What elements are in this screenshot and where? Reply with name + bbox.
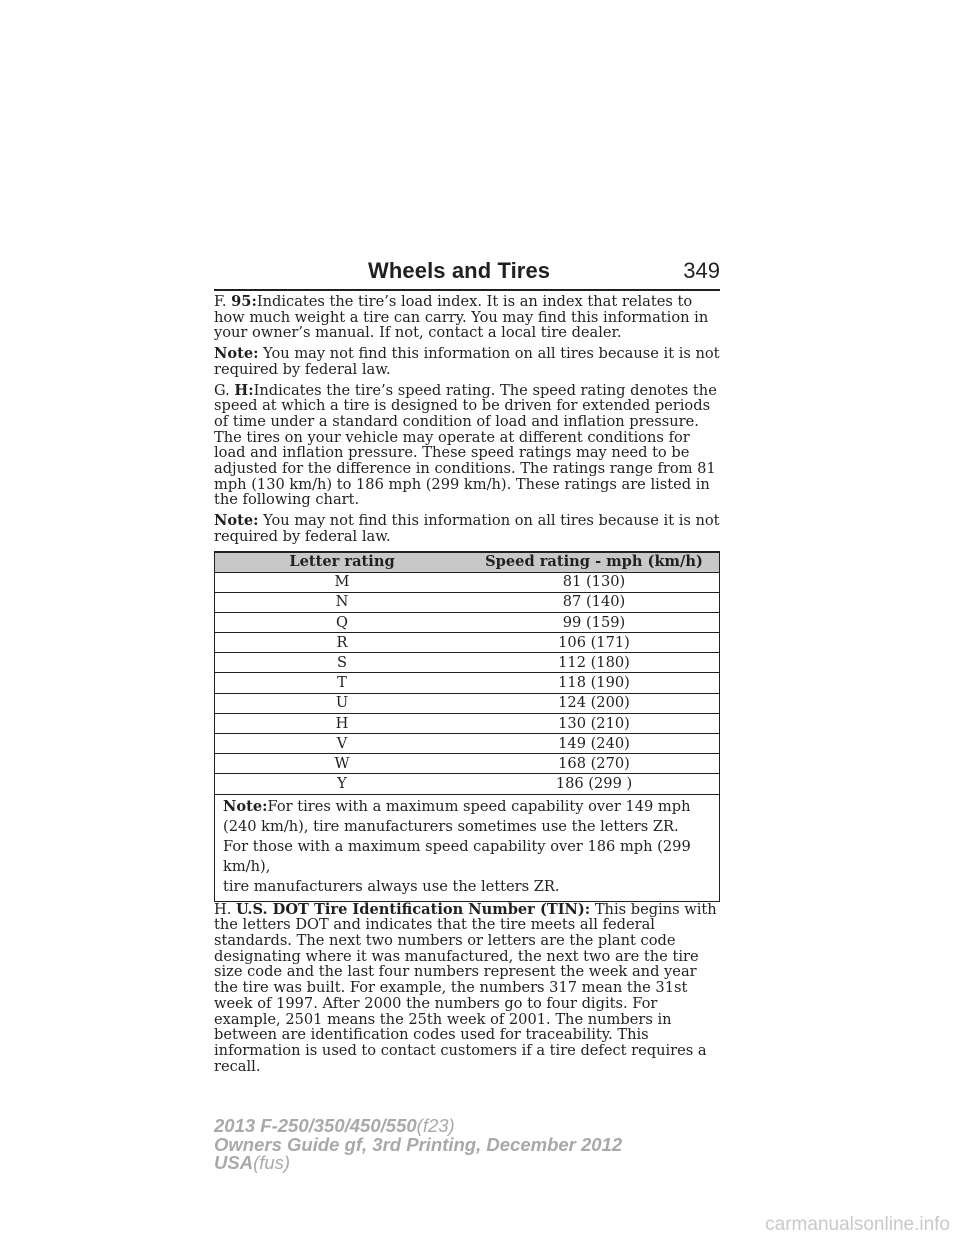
page-footer (214, 1117, 714, 1173)
page-content (214, 294, 720, 1079)
header-rule (214, 289, 720, 291)
item-text: Indicates the tire’s speed rating. The speed rating denotes the speed at which a tire is designed to be driven for extended periods of time under a standard condition of load and inflation pressure. The tires on your vehicle may operate at different conditions for load and inflation pressure. These speed ratings may need to be adjusted for the difference in conditions. The ratings range from 81 mph (130 km/h) to 186 mph (299 km/h). These ratings are listed in the following chart. (214, 381, 717, 509)
speed-cell: 81 (130) (469, 572, 720, 592)
letter-cell: S (215, 653, 470, 673)
item-term: U.S. DOT Tire Identification Number (TIN): (236, 900, 591, 918)
note-text: You may not find this information on all tires because it is not required by federal law. (214, 512, 720, 545)
table-row (215, 612, 720, 632)
speed-cell: 186 (299 ) (469, 774, 720, 794)
footer-region-code: (fus) (253, 1152, 291, 1173)
footer-region: USA (214, 1152, 254, 1173)
item-prefix: G. (214, 381, 230, 399)
table-row (215, 754, 720, 774)
item-term: 95: (231, 293, 257, 310)
item-prefix: F. (214, 293, 227, 310)
table-row (215, 693, 720, 713)
table-row (215, 633, 720, 653)
table-row (215, 572, 720, 592)
speed-cell: 87 (140) (469, 592, 720, 612)
paragraph-f (214, 294, 720, 341)
paragraph-h (214, 902, 720, 1075)
note-1 (214, 346, 720, 377)
speed-cell: 112 (180) (469, 653, 720, 673)
page-header (214, 256, 720, 290)
speed-cell: 149 (240) (469, 734, 720, 754)
item-prefix: H. (214, 900, 232, 918)
letter-cell: V (215, 734, 470, 754)
letter-cell: U (215, 693, 470, 713)
header-speed-rating: Speed rating - mph (km/h) (469, 552, 720, 573)
table-row (215, 713, 720, 733)
letter-cell: Q (215, 612, 470, 632)
page-number: 349 (683, 258, 720, 283)
note-text: You may not find this information on all tires because it is not required by federal law. (214, 345, 720, 378)
note-line: (240 km/h), tire manufacturers sometimes use the letters ZR. (223, 817, 679, 835)
note-line: tire manufacturers always use the letters ZR. (223, 877, 560, 895)
note-label: Note: (214, 512, 259, 530)
table-row (215, 673, 720, 693)
table-row (215, 774, 720, 794)
letter-cell: T (215, 673, 470, 693)
speed-cell: 124 (200) (469, 693, 720, 713)
speed-rating-table (214, 551, 720, 902)
note-line (223, 797, 711, 817)
footer-line-3 (214, 1154, 714, 1173)
footer-model-code: (f23) (416, 1115, 455, 1136)
note-line: For those with a maximum speed capability over 186 mph (299 km/h), (223, 837, 691, 875)
header-letter-rating: Letter rating (215, 552, 470, 573)
footer-line-1 (214, 1117, 714, 1136)
letter-cell: N (215, 592, 470, 612)
letter-cell: Y (215, 774, 470, 794)
speed-cell: 130 (210) (469, 713, 720, 733)
footer-guide: Owners Guide gf, 3rd Printing, December 2012 (214, 1133, 623, 1155)
note-label: Note: (214, 345, 259, 363)
letter-cell: H (215, 713, 470, 733)
paragraph-g (214, 383, 720, 509)
table-row (215, 592, 720, 612)
table-row (215, 653, 720, 673)
section-title: Wheels and Tires (368, 258, 551, 283)
item-text: Indicates the tire’s load index. It is an index that relates to how much weight a tire can carry. You may find this information in your owner’s manual. If not, contact a local tire dealer. (214, 293, 709, 342)
note-label: Note: (223, 797, 268, 815)
watermark: carmanualsonline.info (765, 1214, 950, 1235)
letter-cell: R (215, 633, 470, 653)
speed-cell: 106 (171) (469, 633, 720, 653)
speed-cell: 168 (270) (469, 754, 720, 774)
speed-cell: 118 (190) (469, 673, 720, 693)
table-note-row (215, 794, 720, 901)
item-text: This begins with the letters DOT and indicates that the tire meets all federal standards. The next two numbers or letters are the plant code designating where it was manufactured, the next two are the tire size code and the last four numbers represent the week and year the tire was built. For example, the numbers 317 mean the 31st week of 1997. After 2000 the numbers go to four digits. For example, 2501 means the 25th week of 2001. The numbers in between are identification codes used for traceability. This information is used to contact customers if a tire defect requires a recall. (214, 900, 717, 1075)
note-2 (214, 513, 720, 544)
footer-model: 2013 F-250/350/450/550 (214, 1115, 417, 1136)
letter-cell: W (215, 754, 470, 774)
letter-cell: M (215, 572, 470, 592)
item-term: H: (234, 381, 254, 399)
table-note (215, 794, 720, 901)
speed-cell: 99 (159) (469, 612, 720, 632)
table-header-row (215, 552, 720, 573)
note-text: For tires with a maximum speed capability over 149 mph (267, 797, 691, 815)
table-row (215, 734, 720, 754)
